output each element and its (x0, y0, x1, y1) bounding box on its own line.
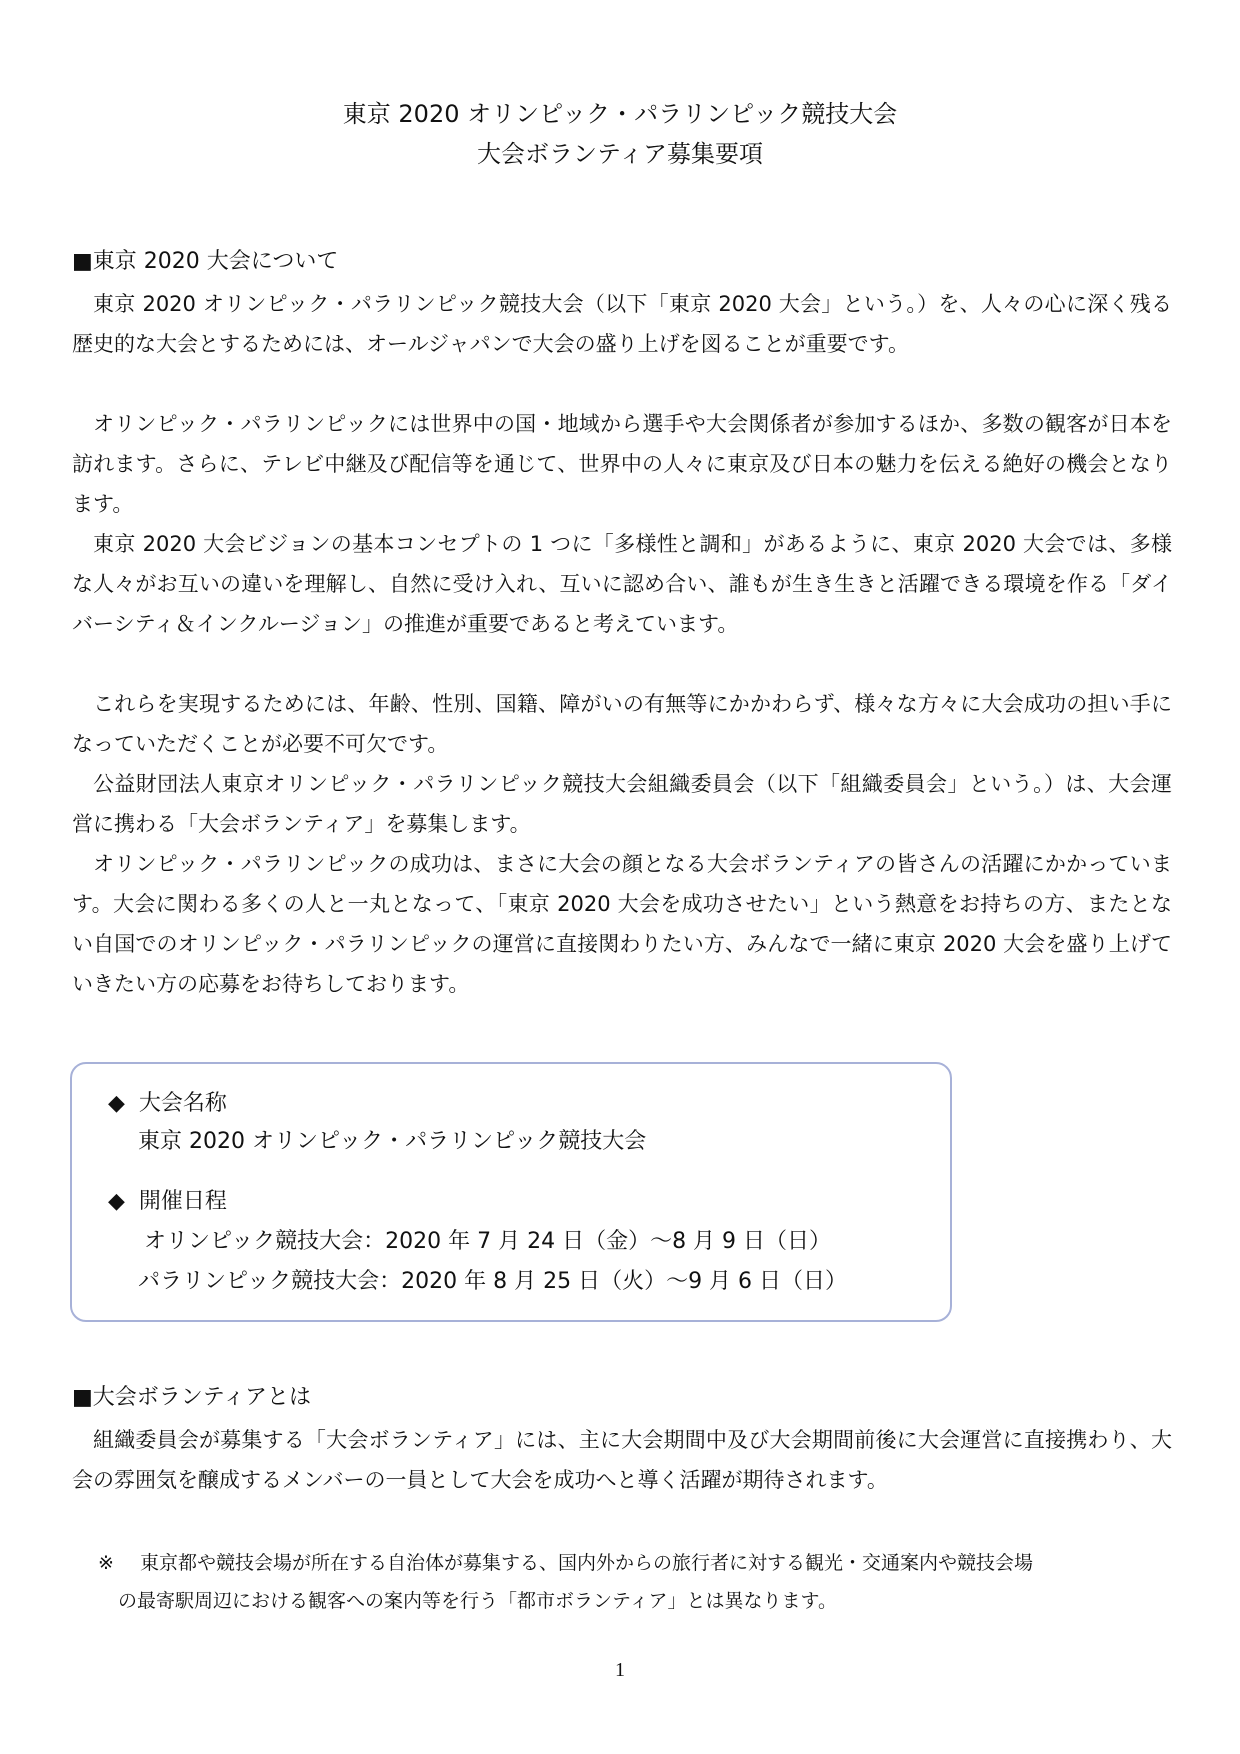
diamond-bullet-icon: ◆ (108, 1091, 125, 1116)
diamond-bullet-icon: ◆ (108, 1189, 125, 1214)
paragraph-3: 東京 2020 大会ビジョンの基本コンセプトの 1 つに「多様性と調和」があるように、東京 2020 大会では、多様な人々がお互いの違いを理解し、自然に受け入れ、互いに認め合い、誰もが生き生きと活躍できる環境を作る「ダイバーシティ＆インクルージョン」の推進が重要であると考えています。 (72, 532, 1172, 636)
schedule-label: ◆ 開催日程 (108, 1184, 227, 1220)
note-line-1: ※ 東京都や競技会場が所在する自治体が募集する、国内外からの旅行者に対する観光・交通案内や競技会場 (98, 1544, 1173, 1582)
event-name-label: ◆ 大会名称 (108, 1086, 227, 1122)
event-info-box (70, 1062, 952, 1322)
document-title: 東京 2020 オリンピック・パラリンピック競技大会 (342, 100, 898, 128)
document-subtitle: 大会ボランティア募集要項 (476, 140, 764, 168)
olympic-schedule: オリンピック競技大会：2020 年 7 月 24 日（金）～8 月 9 日（日） (144, 1229, 832, 1254)
section-heading-about-games: ■東京 2020 大会について (72, 249, 339, 274)
paragraph-1: 東京 2020 オリンピック・パラリンピック競技大会（以下「東京 2020 大会」という。）を、人々の心に深く残る歴史的な大会とするためには、オールジャパンで大会の盛り上げを図ることが重要です。 (72, 292, 1172, 356)
volunteer-paragraph: 組織委員会が募集する「大会ボランティア」には、主に大会期間中及び大会期間前後に大会運営に直接携わり、大会の雰囲気を醸成するメンバーの一員として大会を成功へと導く活躍が期待されます。 (72, 1428, 1172, 1492)
paragraph-6: オリンピック・パラリンピックの成功は、まさに大会の顔となる大会ボランティアの皆さんの活躍にかかっています。大会に関わる多くの人と一丸となって、「東京 2020 大会を成功させたい」という熱意をお持ちの方、またとない自国でのオリンピック・パラリンピックの運営に直接関わりたい方、みんなで一緒に東京 2020 大会を盛り上げていきたい方の応募をお待ちしております。 (72, 852, 1172, 996)
paragraph-2: オリンピック・パラリンピックには世界中の国・地域から選手や大会関係者が参加するほか、多数の観客が日本を訪れます。さらに、テレビ中継及び配信等を通じて、世界中の人々に東京及び日本の魅力を伝える絶好の機会となります。 (72, 412, 1172, 516)
note (98, 1544, 1173, 1620)
page-number: 1 (615, 1659, 625, 1681)
event-name-value: 東京 2020 オリンピック・パラリンピック競技大会 (138, 1129, 647, 1154)
paragraph-4: これらを実現するためには、年齢、性別、国籍、障がいの有無等にかかわらず、様々な方々に大会成功の担い手になっていただくことが必要不可欠です。 (72, 692, 1172, 756)
section-heading-volunteer: ■大会ボランティアとは (72, 1385, 312, 1410)
paragraph-5: 公益財団法人東京オリンピック・パラリンピック競技大会組織委員会（以下「組織委員会」という。）は、大会運営に携わる「大会ボランティア」を募集します。 (72, 772, 1172, 836)
note-line-2: の最寄駅周辺における観客への案内等を行う「都市ボランティア」とは異なります。 (118, 1590, 837, 1612)
paralympic-schedule: パラリンピック競技大会：2020 年 8 月 25 日（火）～9 月 6 日（日） (138, 1269, 848, 1294)
note-mark: ※ (98, 1552, 114, 1574)
